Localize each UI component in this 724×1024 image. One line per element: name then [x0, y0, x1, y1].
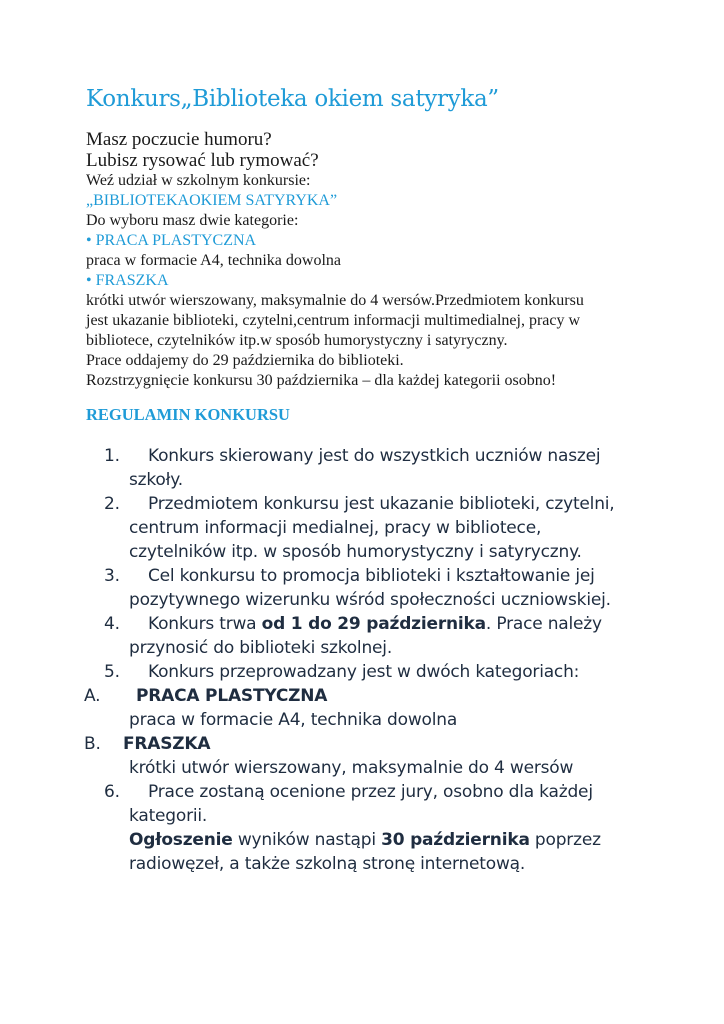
- rule-text: Prace zostaną ocenione przez jury, osobno dla każdej: [148, 782, 593, 802]
- rule-category-b-desc: krótki utwór wierszowany, maksymalnie do 4 wersów: [129, 758, 574, 778]
- rule-text: czytelników itp. w sposób humorystyczny i satyryczny.: [129, 542, 582, 562]
- rule-text: Cel konkursu to promocja biblioteki i kształtowanie jej: [148, 566, 595, 586]
- rule-number: 1.: [104, 446, 120, 466]
- announcement-line: radiowęzeł, a także szkolną stronę internetową.: [129, 854, 526, 874]
- intro-contest-name: „BIBLIOTEKAOKIEM SATYRYKA”: [86, 192, 338, 209]
- rule-text: przynosić do biblioteki szkolnej.: [129, 638, 393, 658]
- intro-category-1-desc: praca w formacie A4, technika dowolna: [86, 252, 342, 269]
- rule-4-dates: od 1 do 29 października: [261, 614, 486, 634]
- rule-number: 4.: [104, 614, 120, 634]
- rule-item-category-a: [84, 684, 664, 732]
- rule-item: [104, 660, 664, 684]
- bullet-icon: •: [86, 232, 92, 249]
- intro-deadline: Prace oddajemy do 29 października do biblioteki.: [86, 352, 404, 369]
- intro-section: [86, 129, 686, 391]
- rule-number: 2.: [104, 494, 120, 514]
- rule-number: 3.: [104, 566, 120, 586]
- rule-item: [104, 492, 664, 564]
- intro-category-2-desc-line: jest ukazanie biblioteki, czytelni,centrum informacji multimedialnej, pracy w: [86, 312, 581, 329]
- rule-letter: B.: [84, 734, 101, 754]
- rule-text: Przedmiotem konkursu jest ukazanie biblioteki, czytelni,: [148, 494, 615, 514]
- intro-invite: Weź udział w szkolnym konkursie:: [86, 172, 311, 189]
- intro-category-1: [86, 231, 686, 251]
- rules-heading: REGULAMIN KONKURSU: [86, 405, 290, 424]
- intro-question-draw: Lubisz rysować lub rymować?: [86, 150, 319, 171]
- rule-category-b-label: FRASZKA: [123, 734, 211, 754]
- intro-category-2-desc-line: krótki utwór wierszowany, maksymalnie do 4 wersów.Przedmiotem konkursu: [86, 292, 584, 309]
- rules-list: [84, 444, 664, 876]
- intro-category-2-desc-line: bibliotece, czytelników itp.w sposób humorystyczny i satyryczny.: [86, 332, 508, 349]
- rule-number: 5.: [104, 662, 120, 682]
- announcement-bold: Ogłoszenie: [129, 830, 233, 850]
- rule-4-post: . Prace należy: [485, 614, 602, 634]
- rule-category-a-label: PRACA PLASTYCZNA: [136, 686, 328, 706]
- rule-number: 6.: [104, 782, 120, 802]
- intro-choose: Do wyboru masz dwie kategorie:: [86, 212, 299, 229]
- announcement-mid: wyników nastąpi: [232, 830, 382, 850]
- bullet-icon: •: [86, 272, 92, 289]
- rule-text: szkoły.: [129, 470, 183, 490]
- rule-text: Konkurs skierowany jest do wszystkich uczniów naszej: [148, 446, 601, 466]
- rule-item-category-b: [84, 732, 664, 780]
- announcement-date: 30 października: [381, 830, 530, 850]
- announcement-post: poprzez: [529, 830, 601, 850]
- rule-letter: A.: [84, 686, 101, 706]
- rule-category-a-desc: praca w formacie A4, technika dowolna: [129, 710, 458, 730]
- rule-item: [104, 444, 664, 492]
- announcement-line: [129, 828, 664, 852]
- category-2-label: FRASZKA: [95, 272, 169, 289]
- rule-4-pre: Konkurs trwa: [148, 614, 262, 634]
- intro-question-humor: Masz poczucie humoru?: [86, 129, 272, 150]
- page-title: Konkurs„Biblioteka okiem satyryka”: [86, 86, 499, 112]
- rule-text: [129, 612, 664, 636]
- rule-text: Konkurs przeprowadzany jest w dwóch kategoriach:: [148, 662, 580, 682]
- intro-category-2: [86, 271, 686, 291]
- category-1-label: PRACA PLASTYCZNA: [95, 232, 257, 249]
- rule-item: [104, 780, 664, 876]
- rule-item: [104, 612, 664, 660]
- intro-result: Rozstrzygnięcie konkursu 30 października – dla każdej kategorii osobno!: [86, 372, 557, 389]
- rule-text: centrum informacji medialnej, pracy w bibliotece,: [129, 518, 542, 538]
- rule-text: kategorii.: [129, 806, 208, 826]
- rule-text: pozytywnego wizerunku wśród społeczności uczniowskiej.: [129, 590, 611, 610]
- rule-item: [104, 564, 664, 612]
